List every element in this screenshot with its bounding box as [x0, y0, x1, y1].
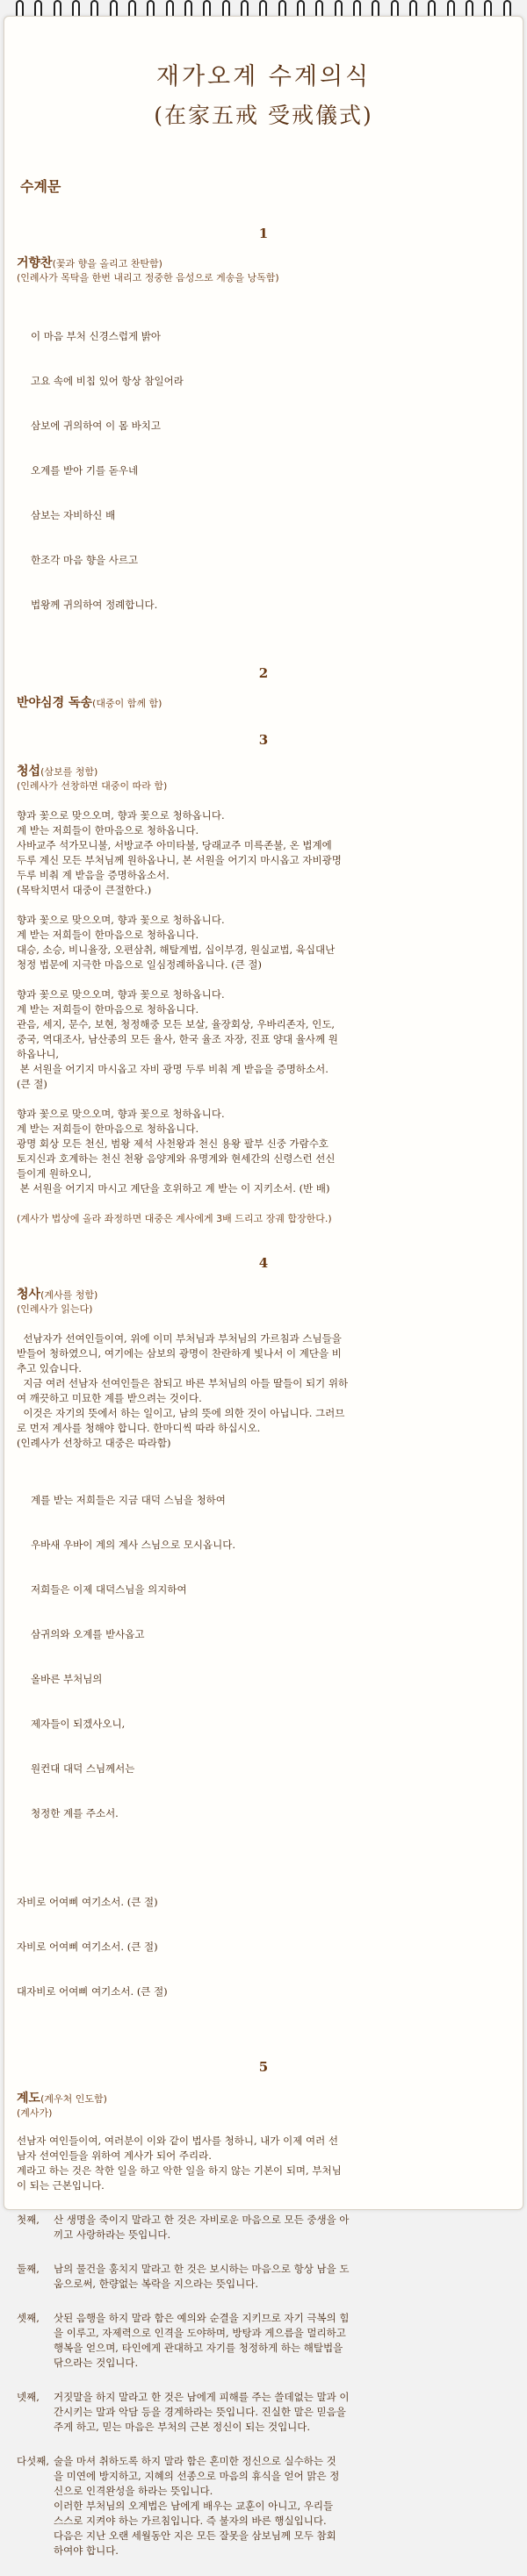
precept-label: 첫째, — [17, 2214, 40, 2226]
section-label: 수계문 — [20, 178, 61, 195]
verse-line: 이 마음 부처 신경스럽게 밝아 — [31, 330, 161, 342]
verse-line: 제자들이 되겠사오니, — [31, 1718, 126, 1730]
precept-label: 셋째, — [17, 2312, 40, 2324]
verse-line: 삼보는 자비하신 배 — [31, 509, 116, 521]
section-heading — [17, 2089, 510, 2106]
precept-label: 넷째, — [17, 2391, 40, 2403]
section-number: 5 — [258, 2059, 269, 2075]
heading-text: 반야심경 독송 — [17, 696, 93, 710]
precept-label: 다섯째, — [17, 2455, 49, 2467]
verse-line: 삼귀의와 오계를 받사옵고 — [31, 1628, 145, 1640]
heading-subtext: (계우처 인도함) — [40, 2093, 107, 2105]
invocation-paragraph: 향과 꽃으로 맞으오며, 향과 꽃으로 청하옵니다. 계 받는 저희들이 한마음으로 청하옵니다. 대승, 소승, 비니율장, 오편삼취, 해탈계법, 십이부경, 원실교법, 육십대난 청정 법문에 지극한 마음으로 일심정례하옵니다. (큰 절) — [17, 914, 336, 971]
verse-line: 한조각 마음 향을 사르고 — [31, 554, 139, 566]
page-content — [4, 17, 523, 2576]
verse-line: 계를 받는 저희들은 지금 대덕 스님을 청하여 — [31, 1494, 226, 1506]
precept-item — [17, 2311, 510, 2371]
section-number: 3 — [258, 732, 269, 748]
precept-text: 산 생명을 죽이지 말라고 한 것은 자비로운 마음으로 모든 중생을 아 끼고 사랑하라는 뜻입니다. — [54, 2214, 350, 2241]
closing-line: 자비로 어여삐 여기소서. (큰 절) — [17, 1941, 158, 1953]
verse-line: 올바른 부처님의 — [31, 1673, 103, 1685]
instruction-paragraph: 선남자가 선여인들이여, 위에 이미 부처님과 부처님의 가르침과 스님들을 받들어 청하였으니, 여기에는 삼보의 광명이 찬란하게 빛나서 이 계단을 비 추고 있습니다. 지금 여러 선남자 선여인들은 참되고 바른 부처님의 아들 딸들이 되기 위하 여 깨끗하고 미묘한 계를 받으려는 것이다. 이것은 자기의 뜻에서 하는 일이고, 남의 뜻에 의한 것이 아닙니다. 그러므 로 먼저 계사를 청해야 합니다. 한마디씩 따라 하십시오. (인례사가 선창하고 대중은 따라함) — [17, 1332, 349, 1449]
section-note: (인례사가 선창하면 대중이 따라 함) — [17, 780, 168, 792]
heading-subtext: (계사를 청함) — [40, 1289, 98, 1301]
heading-text: 청사 — [17, 1288, 41, 1302]
precept-label: 둘째, — [17, 2263, 40, 2275]
verse-line: 우바새 우바이 계의 계사 스님으로 모시옵니다. — [31, 1539, 236, 1551]
verse-block — [17, 299, 510, 642]
verse-line: 법왕께 귀의하여 정례합니다. — [31, 599, 158, 611]
intro-paragraph: 선남자 여인들이여, 여러분이 이와 같이 법사를 청하니, 내가 이제 여러 선 남자 선여인들을 위하여 계사가 되어 주리라. 계라고 하는 것은 착한 일을 하고 악한 일을 하지 않는 기본이 되며, 부처님 이 되는 근본입니다. — [17, 2135, 342, 2192]
closing-line: 대자비로 어여삐 여기소서. (큰 절) — [17, 1985, 168, 1998]
notebook-page — [4, 16, 523, 2557]
section-note: (계사가) — [17, 2107, 53, 2119]
verse-line: 오계를 받아 기를 돋우네 — [31, 464, 139, 477]
section-heading — [17, 1285, 510, 1302]
precept-text: 삿된 음행을 하지 말라 함은 예의와 순결을 지키므로 자기 극복의 힘 을 이루고, 자제력으로 인격을 도야하며, 방탕과 게으름을 멀리하고 행복을 얻으며, 타인에게 관대하고 자기를 청정하게 하는 해탈법을 닦으라는 것입니다. — [54, 2312, 350, 2369]
heading-text: 청섭 — [17, 764, 41, 779]
precept-text: 거짓말을 하지 말라고 한 것은 남에게 피해를 주는 쓸데없는 말과 이 간시키는 말과 악담 등을 경계하라는 뜻입니다. 진실한 말은 믿음을 주게 하고, 믿는 마음은 부처의 근본 정신이 되는 것입니다. — [54, 2391, 350, 2433]
precept-item — [17, 2213, 510, 2242]
section-number: 1 — [258, 226, 269, 241]
heading-text: 계도 — [17, 2092, 41, 2106]
invocation-paragraph: 향과 꽃으로 맞으오며, 향과 꽃으로 청하옵니다. 계 받는 저희들이 한마음으로 청하옵니다. 관음, 세지, 문수, 보현, 청정해중 모든 보살, 율장회상, 우바리존자, 인도, 중국, 역대조사, 남산종의 모든 율사, 한국 율조 자장, 진표 양대 율사께 원 하옵나니, 본 서원을 어기지 마시옵고 자비 광명 두루 비춰 계 받음을 증명하소서. (큰 절) — [17, 988, 338, 1090]
heading-subtext: (꽃과 향을 올리고 찬탄함) — [52, 258, 162, 269]
precept-item — [17, 2390, 510, 2435]
section-number: 2 — [258, 665, 269, 681]
invocation-paragraph: 향과 꽃으로 맞으오며, 향과 꽃으로 청하옵니다. 계 받는 저희들이 한마음으로 청하옵니다. 광명 회상 모든 천신, 범왕 제석 사천왕과 천신 용왕 팔부 신중 가람수호 토지신과 호계하는 천신 천왕 음양계와 유명계와 현세간의 신령스런 선신 들이게 원하오니, 본 서원을 어기지 마시고 계단을 호위하고 계 받는 이 지키소서. (반 배) — [17, 1108, 336, 1195]
page-title: 재가오계 수계의식 — [155, 63, 372, 90]
verse-block — [17, 1463, 510, 1851]
section-number: 4 — [258, 1255, 269, 1271]
heading-subtext: (삼보를 청함) — [40, 766, 98, 778]
verse-line: 고요 속에 비칩 있어 항상 참일어라 — [31, 375, 184, 387]
section-heading — [17, 254, 510, 271]
section-heading — [17, 693, 510, 711]
verse-line: 청정한 계를 주소서. — [31, 1807, 119, 1819]
closing-line: 자비로 어여삐 여기소서. (큰 절) — [17, 1896, 158, 1908]
section-note: (인례사가 읽는다) — [17, 1303, 93, 1315]
page-subtitle: (在家五戒 受戒儀式) — [154, 103, 373, 128]
section-closing-note: (계사가 법상에 올라 좌정하면 대중은 계사에게 3배 드리고 장궤 합장한다.) — [17, 1213, 332, 1224]
precept-text: 술을 마셔 취하도록 하지 말라 함은 혼미한 정신으로 실수하는 것 을 미연에 방지하고, 지혜의 선종으로 마음의 휴식을 얻어 맑은 정 신으로 인격완성을 하라는 뜻입니다. 이러한 부처님의 오계법은 남에게 배우는 교훈이 아니고, 우리들 스스로 지켜야 하는 가르침입니다. 즉 불자의 바른 행실입니다. 다음은 지난 오랜 세월동안 지은 모든 잘못을 삼보님께 모두 참회 하여야 합니다. — [54, 2455, 340, 2557]
verse-line: 삼보에 귀의하여 이 몸 바치고 — [31, 420, 161, 432]
heading-text: 거향찬 — [17, 256, 53, 270]
closing-block — [17, 1865, 510, 2029]
verse-line: 원컨대 대덕 스님께서는 — [31, 1762, 135, 1775]
verse-line: 저희들은 이제 대덕스님을 의지하여 — [31, 1583, 187, 1596]
precept-text: 남의 물건을 훔치지 말라고 한 것은 보시하는 마음으로 항상 남을 도 움으로써, 한량없는 복락을 지으라는 뜻입니다. — [54, 2263, 350, 2290]
precept-item — [17, 2262, 510, 2292]
section-heading — [17, 762, 510, 779]
invocation-paragraph: 향과 꽃으로 맞으오며, 향과 꽃으로 청하옵니다. 계 받는 저희들이 한마음으로 청하옵니다. 사바교주 석가모니불, 서방교주 아미타불, 당래교주 미륵존불, 온 법계에 두루 계신 모든 부처님께 원하옵나니, 본 서원을 어기지 마시옵고 자비광명 두루 비춰 계 받음을 증명하옵소서. (목탁치면서 대중이 큰절한다.) — [17, 809, 342, 896]
heading-subtext: (대중이 함께 함) — [92, 698, 162, 709]
precept-item — [17, 2454, 510, 2558]
section-note: (인례사가 목탁을 한번 내리고 정중한 음성으로 게송을 낭독함) — [17, 272, 279, 283]
